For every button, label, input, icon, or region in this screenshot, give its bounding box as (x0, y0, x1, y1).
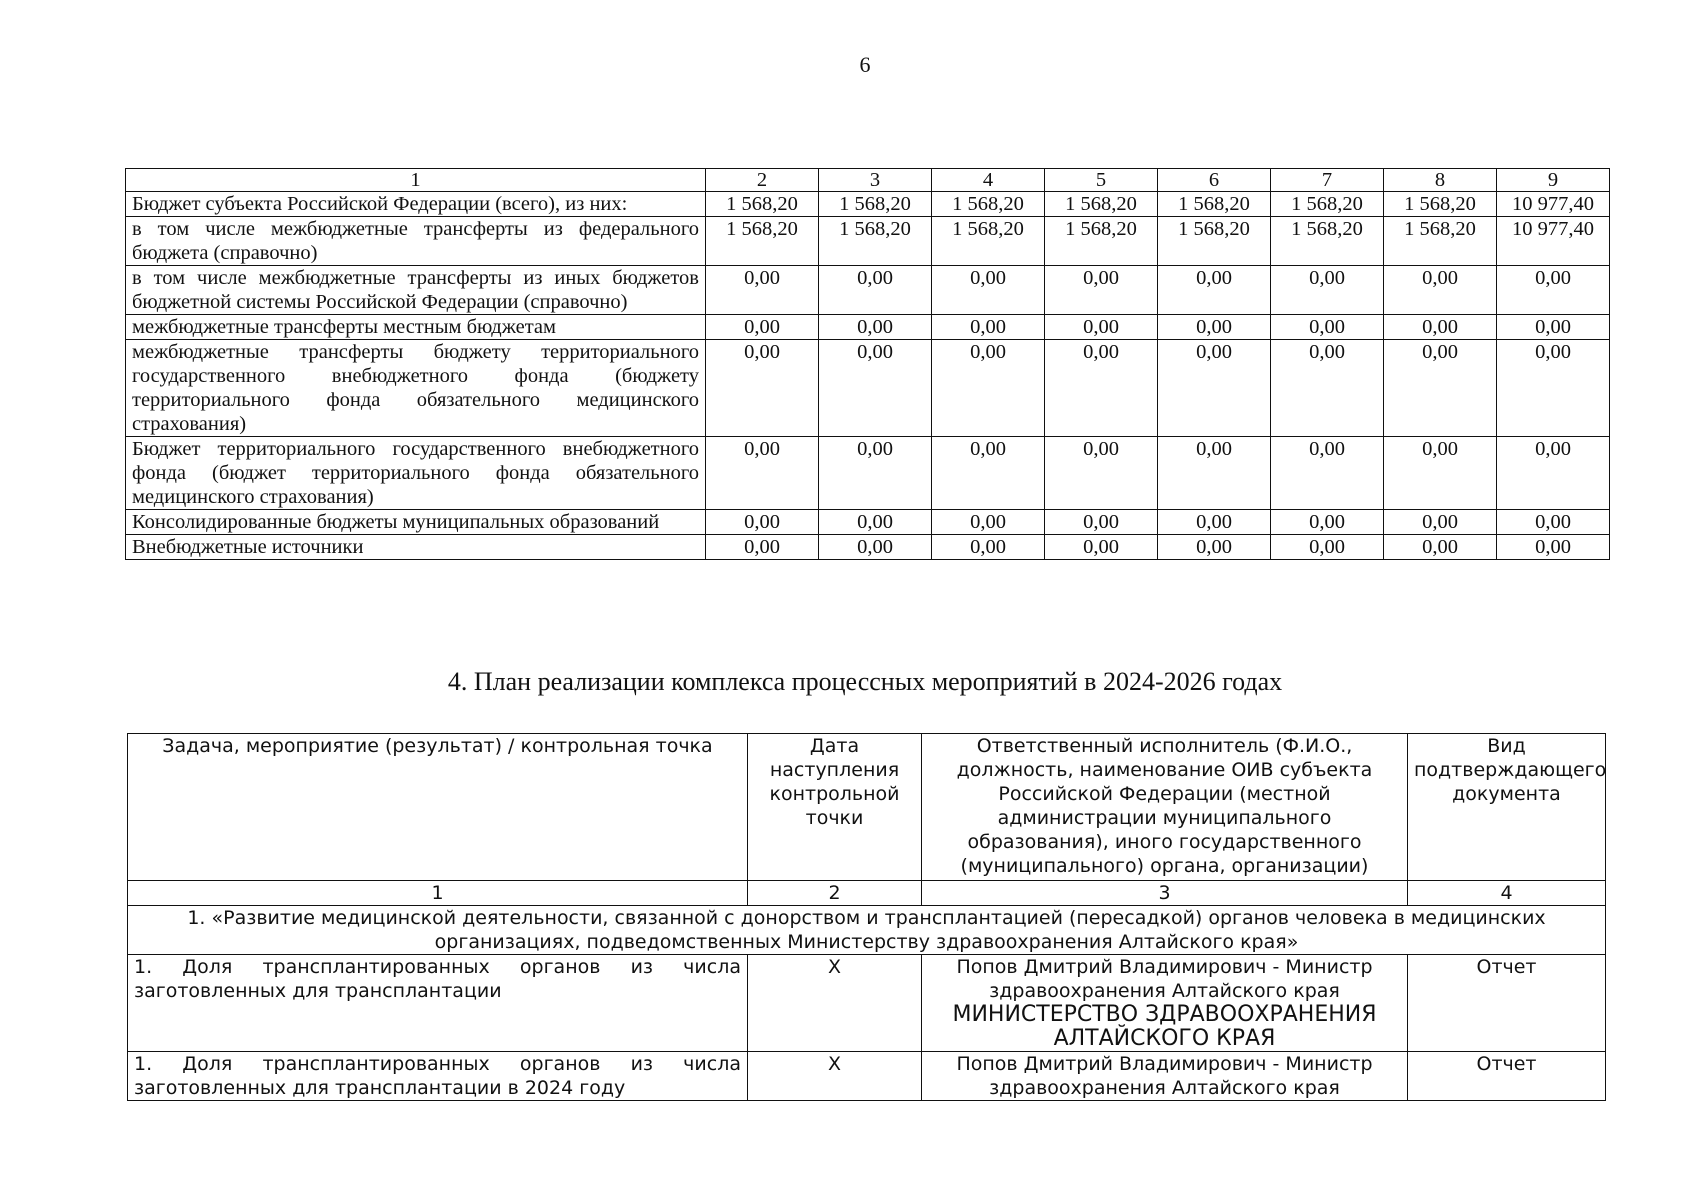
finance-value-cell: 1 568,20 (1271, 217, 1384, 266)
finance-value-cell: 0,00 (1497, 266, 1610, 315)
finance-header-cell: 8 (1384, 169, 1497, 192)
finance-value-cell: 0,00 (1045, 315, 1158, 340)
finance-header-cell: 9 (1497, 169, 1610, 192)
finance-value-cell: 1 568,20 (819, 217, 932, 266)
finance-value-cell: 0,00 (819, 340, 932, 437)
finance-value-cell: 0,00 (1497, 510, 1610, 535)
finance-value-cell: 1 568,20 (819, 192, 932, 217)
finance-value-cell: 10 977,40 (1497, 192, 1610, 217)
finance-value-cell: 10 977,40 (1497, 217, 1610, 266)
finance-row-label: межбюджетные трансферты бюджету территориального государственного внебюджетного фонда (бюджету территориального фонда обязательного медицинского страхования) (126, 340, 706, 437)
finance-value-cell: 0,00 (819, 266, 932, 315)
finance-value-cell: 0,00 (706, 437, 819, 510)
finance-row (126, 315, 1610, 340)
finance-value-cell: 1 568,20 (1384, 217, 1497, 266)
plan-row (128, 1052, 1606, 1101)
finance-header-cell: 7 (1271, 169, 1384, 192)
finance-value-cell: 1 568,20 (1045, 217, 1158, 266)
finance-value-cell: 0,00 (1497, 340, 1610, 437)
finance-value-cell: 1 568,20 (1271, 192, 1384, 217)
finance-value-cell: 0,00 (1384, 535, 1497, 560)
finance-value-cell: 1 568,20 (706, 192, 819, 217)
finance-value-cell: 1 568,20 (932, 192, 1045, 217)
plan-column-number: 4 (1408, 881, 1606, 906)
finance-row (126, 217, 1610, 266)
plan-header-responsible: Ответственный исполнитель (Ф.И.О., должность, наименование ОИВ субъекта Российской Федерации (местной администрации муниципального образования), иного государственного (муниципального) органа, организации) (922, 734, 1408, 881)
finance-value-cell: 0,00 (1045, 510, 1158, 535)
finance-value-cell: 1 568,20 (706, 217, 819, 266)
finance-value-cell: 0,00 (932, 266, 1045, 315)
plan-row (128, 955, 1606, 1052)
plan-column-number: 2 (748, 881, 922, 906)
finance-value-cell: 0,00 (1158, 535, 1271, 560)
plan-task-cell: 1. Доля трансплантированных органов из числа заготовленных для трансплантации в 2024 году (128, 1052, 748, 1101)
plan-doc-cell: Отчет (1408, 955, 1606, 1052)
finance-value-cell: 0,00 (1158, 340, 1271, 437)
finance-value-cell: 0,00 (1271, 266, 1384, 315)
finance-row (126, 437, 1610, 510)
finance-value-cell: 0,00 (1271, 535, 1384, 560)
finance-value-cell: 0,00 (819, 315, 932, 340)
finance-value-cell: 1 568,20 (1158, 217, 1271, 266)
finance-value-cell: 0,00 (819, 510, 932, 535)
finance-value-cell: 0,00 (706, 510, 819, 535)
finance-value-cell: 0,00 (706, 535, 819, 560)
finance-table (125, 168, 1610, 560)
finance-row (126, 340, 1610, 437)
plan-column-number: 3 (922, 881, 1408, 906)
finance-value-cell: 0,00 (1384, 437, 1497, 510)
plan-column-numbers-row (128, 881, 1606, 906)
plan-task-cell: 1. Доля трансплантированных органов из числа заготовленных для трансплантации (128, 955, 748, 1052)
finance-value-cell: 0,00 (1158, 266, 1271, 315)
finance-value-cell: 0,00 (1497, 437, 1610, 510)
finance-value-cell: 0,00 (932, 340, 1045, 437)
finance-header-cell: 5 (1045, 169, 1158, 192)
plan-doc-cell: Отчет (1408, 1052, 1606, 1101)
finance-value-cell: 0,00 (1384, 266, 1497, 315)
finance-value-cell: 0,00 (819, 437, 932, 510)
finance-table-body (126, 192, 1610, 560)
finance-value-cell: 0,00 (1045, 266, 1158, 315)
finance-value-cell: 0,00 (1271, 510, 1384, 535)
finance-value-cell: 0,00 (1158, 437, 1271, 510)
plan-responsible-cell (922, 955, 1408, 1052)
plan-column-number: 1 (128, 881, 748, 906)
finance-row-label: межбюджетные трансферты местным бюджетам (126, 315, 706, 340)
finance-value-cell: 0,00 (706, 315, 819, 340)
finance-row-label: Внебюджетные источники (126, 535, 706, 560)
finance-value-cell: 0,00 (819, 535, 932, 560)
finance-header-cell: 2 (706, 169, 819, 192)
finance-value-cell: 0,00 (932, 535, 1045, 560)
plan-responsible-organization: МИНИСТЕРСТВО ЗДРАВООХРАНЕНИЯ АЛТАЙСКОГО КРАЯ (952, 1002, 1377, 1051)
plan-date-cell: Х (748, 1052, 922, 1101)
finance-value-cell: 0,00 (932, 315, 1045, 340)
finance-header-cell: 4 (932, 169, 1045, 192)
finance-header-cell: 3 (819, 169, 932, 192)
finance-row-label: Бюджет территориального государственного внебюджетного фонда (бюджет территориального фонда обязательного медицинского страхования) (126, 437, 706, 510)
finance-row-label: в том числе межбюджетные трансферты из иных бюджетов бюджетной системы Российской Федерации (справочно) (126, 266, 706, 315)
finance-row (126, 510, 1610, 535)
plan-group-row (128, 906, 1606, 955)
finance-header-row (126, 169, 1610, 192)
finance-value-cell: 0,00 (932, 437, 1045, 510)
plan-responsible-person: Попов Дмитрий Владимирович - Министр здравоохранения Алтайского края (956, 956, 1373, 1002)
finance-value-cell: 0,00 (1497, 535, 1610, 560)
finance-value-cell: 1 568,20 (932, 217, 1045, 266)
plan-header-row (128, 734, 1606, 881)
finance-row-label: Бюджет субъекта Российской Федерации (всего), из них: (126, 192, 706, 217)
finance-value-cell: 0,00 (706, 340, 819, 437)
finance-value-cell: 0,00 (1384, 315, 1497, 340)
finance-header-cell: 1 (126, 169, 706, 192)
plan-header-doc: Вид подтверждающего документа (1408, 734, 1606, 881)
finance-row (126, 535, 1610, 560)
finance-row-label: в том числе межбюджетные трансферты из федерального бюджета (справочно) (126, 217, 706, 266)
finance-value-cell: 0,00 (1271, 437, 1384, 510)
finance-header-cell: 6 (1158, 169, 1271, 192)
finance-value-cell: 0,00 (1158, 315, 1271, 340)
finance-value-cell: 0,00 (1158, 510, 1271, 535)
finance-value-cell: 0,00 (1384, 340, 1497, 437)
finance-value-cell: 1 568,20 (1158, 192, 1271, 217)
plan-table (127, 733, 1606, 1101)
finance-value-cell: 1 568,20 (1045, 192, 1158, 217)
finance-value-cell: 0,00 (1271, 340, 1384, 437)
finance-row (126, 266, 1610, 315)
plan-date-cell: Х (748, 955, 922, 1052)
plan-header-date: Дата наступления контрольной точки (748, 734, 922, 881)
finance-value-cell: 0,00 (1045, 340, 1158, 437)
plan-group-title: 1. «Развитие медицинской деятельности, связанной с донорством и трансплантацией (пересадкой) органов человека в медицинских организациях, подведомственных Министерству здравоохранения Алтайского края» (128, 906, 1606, 955)
finance-value-cell: 0,00 (1384, 510, 1497, 535)
finance-value-cell: 1 568,20 (1384, 192, 1497, 217)
finance-value-cell: 0,00 (1497, 315, 1610, 340)
finance-value-cell: 0,00 (1271, 315, 1384, 340)
plan-header-task: Задача, мероприятие (результат) / контрольная точка (128, 734, 748, 881)
finance-value-cell: 0,00 (1045, 535, 1158, 560)
finance-row (126, 192, 1610, 217)
finance-row-label: Консолидированные бюджеты муниципальных образований (126, 510, 706, 535)
page-number: 6 (859, 52, 871, 77)
finance-value-cell: 0,00 (932, 510, 1045, 535)
finance-value-cell: 0,00 (1045, 437, 1158, 510)
section-title: 4. План реализации комплекса процессных мероприятий в 2024-2026 годах (447, 667, 1283, 696)
plan-responsible-cell: Попов Дмитрий Владимирович - Министр здравоохранения Алтайского края (922, 1052, 1408, 1101)
finance-value-cell: 0,00 (706, 266, 819, 315)
